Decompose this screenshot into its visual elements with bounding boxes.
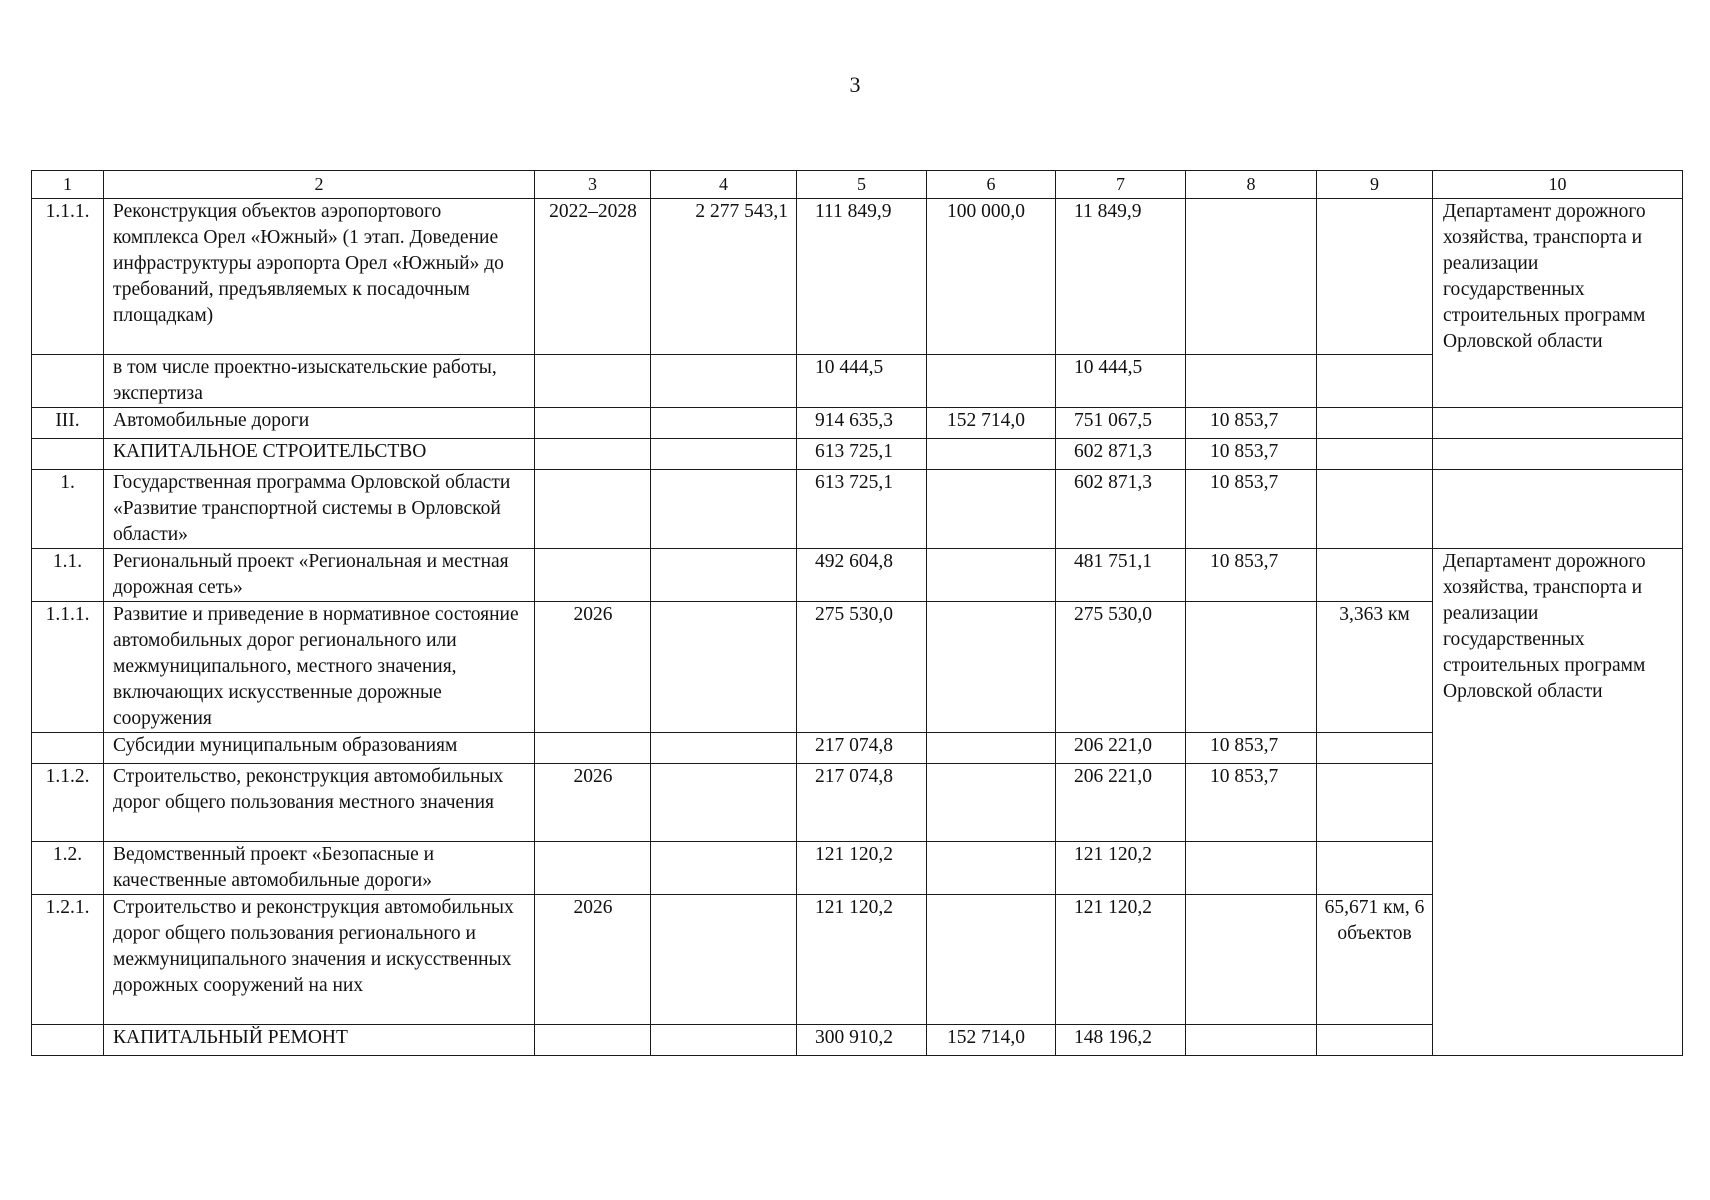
row-description: Субсидии муниципальным образованиям	[104, 733, 535, 764]
row-capacity	[1317, 842, 1433, 895]
row-description: Строительство, реконструкция автомобильных дорог общего пользования местного значения	[104, 764, 535, 842]
header-col-1: 1	[32, 171, 104, 199]
table-row	[32, 199, 1683, 355]
row-amount-federal	[927, 602, 1056, 733]
table-row	[32, 549, 1683, 602]
row-capacity	[1317, 1025, 1433, 1056]
row-description: в том числе проектно-изыскательские работы, экспертиза	[104, 355, 535, 408]
row-capacity	[1317, 549, 1433, 602]
row-amount-regional: 148 196,2	[1056, 1025, 1186, 1056]
row-amount-regional: 121 120,2	[1056, 895, 1186, 1025]
row-capacity: 3,363 км	[1317, 602, 1433, 733]
row-period	[535, 470, 651, 549]
row-period: 2026	[535, 602, 651, 733]
row-total-cost	[651, 439, 797, 470]
row-total-cost	[651, 408, 797, 439]
row-period	[535, 733, 651, 764]
row-total-cost: 2 277 543,1	[651, 199, 797, 355]
row-amount-regional: 275 530,0	[1056, 602, 1186, 733]
row-amount-regional: 751 067,5	[1056, 408, 1186, 439]
row-amount-regional: 602 871,3	[1056, 439, 1186, 470]
row-description: Автомобильные дороги	[104, 408, 535, 439]
row-amount-total: 613 725,1	[797, 439, 927, 470]
row-responsible	[1433, 439, 1683, 470]
row-amount-total: 121 120,2	[797, 895, 927, 1025]
row-amount-local	[1186, 842, 1317, 895]
row-amount-regional: 11 849,9	[1056, 199, 1186, 355]
row-number	[32, 439, 104, 470]
row-amount-local	[1186, 355, 1317, 408]
row-amount-federal	[927, 355, 1056, 408]
page-number: 3	[849, 72, 861, 97]
row-description: КАПИТАЛЬНОЕ СТРОИТЕЛЬСТВО	[104, 439, 535, 470]
budget-table	[31, 170, 1683, 1056]
row-number: 1.1.	[32, 549, 104, 602]
row-amount-regional: 121 120,2	[1056, 842, 1186, 895]
row-amount-local: 10 853,7	[1186, 733, 1317, 764]
row-total-cost	[651, 470, 797, 549]
row-amount-federal	[927, 439, 1056, 470]
row-period	[535, 842, 651, 895]
row-total-cost	[651, 733, 797, 764]
row-total-cost	[651, 764, 797, 842]
row-amount-local	[1186, 1025, 1317, 1056]
row-number: 1.1.1.	[32, 199, 104, 355]
row-amount-local: 10 853,7	[1186, 764, 1317, 842]
row-amount-total: 121 120,2	[797, 842, 927, 895]
row-capacity	[1317, 439, 1433, 470]
row-total-cost	[651, 549, 797, 602]
row-amount-regional: 602 871,3	[1056, 470, 1186, 549]
row-total-cost	[651, 895, 797, 1025]
header-col-3: 3	[535, 171, 651, 199]
row-amount-total: 10 444,5	[797, 355, 927, 408]
row-description: Региональный проект «Региональная и местная дорожная сеть»	[104, 549, 535, 602]
row-total-cost	[651, 355, 797, 408]
row-total-cost	[651, 602, 797, 733]
row-number: 1.1.2.	[32, 764, 104, 842]
row-amount-total: 275 530,0	[797, 602, 927, 733]
row-description: Государственная программа Орловской области «Развитие транспортной системы в Орловской области»	[104, 470, 535, 549]
header-col-5: 5	[797, 171, 927, 199]
row-capacity	[1317, 355, 1433, 408]
row-amount-total: 300 910,2	[797, 1025, 927, 1056]
row-amount-total: 111 849,9	[797, 199, 927, 355]
row-responsible: Департамент дорожного хозяйства, транспорта и реализации государственных строительных программ Орловской области	[1433, 199, 1683, 408]
row-amount-federal: 152 714,0	[927, 1025, 1056, 1056]
table-header-row	[32, 171, 1683, 199]
row-amount-federal: 152 714,0	[927, 408, 1056, 439]
row-description: Развитие и приведение в нормативное состояние автомобильных дорог регионального или межмуниципального, местного значения, включающих искусственные дорожные сооружения	[104, 602, 535, 733]
row-amount-federal	[927, 733, 1056, 764]
row-amount-federal	[927, 764, 1056, 842]
row-amount-local	[1186, 895, 1317, 1025]
row-number: 1.1.1.	[32, 602, 104, 733]
row-amount-local: 10 853,7	[1186, 549, 1317, 602]
row-total-cost	[651, 1025, 797, 1056]
row-amount-regional: 206 221,0	[1056, 733, 1186, 764]
row-number: 1.2.1.	[32, 895, 104, 1025]
row-amount-regional: 206 221,0	[1056, 764, 1186, 842]
row-responsible: Департамент дорожного хозяйства, транспорта и реализации государственных строительных программ Орловской области	[1433, 549, 1683, 1056]
table-row	[32, 439, 1683, 470]
table-row	[32, 470, 1683, 549]
row-amount-total: 217 074,8	[797, 733, 927, 764]
row-number	[32, 733, 104, 764]
row-description: Ведомственный проект «Безопасные и качественные автомобильные дороги»	[104, 842, 535, 895]
row-period	[535, 439, 651, 470]
header-col-9: 9	[1317, 171, 1433, 199]
row-description: Строительство и реконструкция автомобильных дорог общего пользования регионального и межмуниципального значения и искусственных дорожных сооружений на них	[104, 895, 535, 1025]
row-capacity	[1317, 199, 1433, 355]
row-amount-federal	[927, 470, 1056, 549]
row-description: Реконструкция объектов аэропортового комплекса Орел «Южный» (1 этап. Доведение инфраструктуры аэропорта Орел «Южный» до требований, предъявляемых к посадочным площадкам)	[104, 199, 535, 355]
row-amount-total: 914 635,3	[797, 408, 927, 439]
header-col-10: 10	[1433, 171, 1683, 199]
row-period: 2022–2028	[535, 199, 651, 355]
row-amount-federal: 100 000,0	[927, 199, 1056, 355]
row-capacity	[1317, 408, 1433, 439]
row-amount-local: 10 853,7	[1186, 439, 1317, 470]
row-amount-local	[1186, 199, 1317, 355]
row-capacity	[1317, 470, 1433, 549]
header-col-4: 4	[651, 171, 797, 199]
row-period	[535, 355, 651, 408]
row-amount-regional: 481 751,1	[1056, 549, 1186, 602]
row-description: КАПИТАЛЬНЫЙ РЕМОНТ	[104, 1025, 535, 1056]
row-capacity: 65,671 км, 6 объектов	[1317, 895, 1433, 1025]
row-amount-local: 10 853,7	[1186, 470, 1317, 549]
row-amount-total: 217 074,8	[797, 764, 927, 842]
row-number	[32, 1025, 104, 1056]
row-amount-federal	[927, 895, 1056, 1025]
header-col-2: 2	[104, 171, 535, 199]
row-period	[535, 549, 651, 602]
row-amount-total: 613 725,1	[797, 470, 927, 549]
row-number	[32, 355, 104, 408]
row-amount-local: 10 853,7	[1186, 408, 1317, 439]
row-number: 1.	[32, 470, 104, 549]
row-amount-local	[1186, 602, 1317, 733]
row-amount-total: 492 604,8	[797, 549, 927, 602]
header-col-8: 8	[1186, 171, 1317, 199]
table-row	[32, 408, 1683, 439]
row-responsible	[1433, 408, 1683, 439]
header-col-6: 6	[927, 171, 1056, 199]
row-amount-federal	[927, 549, 1056, 602]
row-period: 2026	[535, 764, 651, 842]
row-period	[535, 1025, 651, 1056]
row-capacity	[1317, 733, 1433, 764]
row-number: III.	[32, 408, 104, 439]
row-number: 1.2.	[32, 842, 104, 895]
row-responsible	[1433, 470, 1683, 549]
row-period: 2026	[535, 895, 651, 1025]
row-period	[535, 408, 651, 439]
row-amount-regional: 10 444,5	[1056, 355, 1186, 408]
row-amount-federal	[927, 842, 1056, 895]
row-total-cost	[651, 842, 797, 895]
header-col-7: 7	[1056, 171, 1186, 199]
row-capacity	[1317, 764, 1433, 842]
